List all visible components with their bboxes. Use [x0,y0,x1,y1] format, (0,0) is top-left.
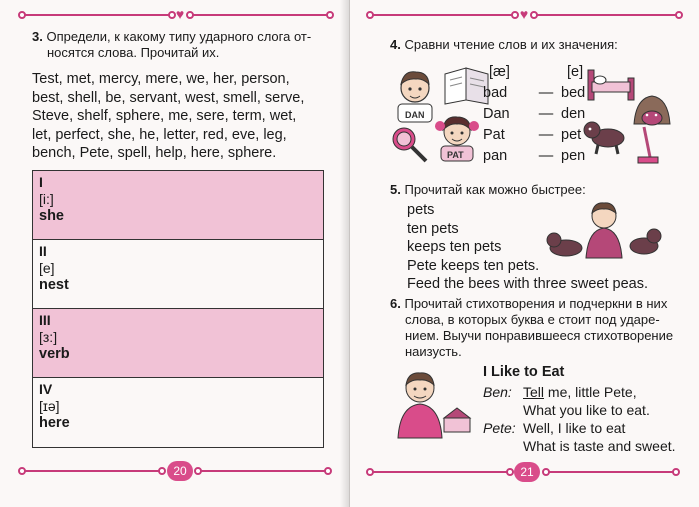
type-sound: [ɪə] [39,398,60,414]
pan-illustration [390,125,430,165]
page-number: 20 [167,461,193,481]
instruction-line: Прочитай как можно быстрее: [404,182,586,197]
word-line: Steve, shelf, sphere, me, sere, term, wet, [32,108,297,124]
heart-icon: ♥ [175,6,185,22]
top-ornament [534,14,679,16]
type-sound: [e] [39,260,55,276]
pair-word-a: pan [483,148,508,164]
table-row [33,309,323,378]
dan-label: DAN [405,110,425,120]
exercise-4-instruction [390,37,618,53]
word-pairs [483,62,585,167]
instruction-line: наизусть. [405,344,462,359]
word-pair [483,125,585,146]
pair-word-e: pen [561,148,586,164]
exercise-5-instruction [390,182,586,198]
instruction-line: Прочитай стихотворения и подчеркни в них [404,296,668,311]
exercise-3-instruction [32,29,332,61]
poem-text: What is taste and sweet. [523,438,676,454]
top-ornament [370,14,515,16]
word-list [32,70,337,163]
exercise-number: 6. [390,296,401,311]
pat-label: PAT [447,150,464,160]
boy-eating-illustration [390,368,476,442]
instruction-line: нием. Выучи понравившееся стихотворение [405,328,674,343]
bottom-ornament [370,471,510,473]
type-sound: [i:] [39,191,54,207]
pair-dash: — [538,127,554,143]
syllable-type-table [32,170,324,448]
bed-illustration [586,64,636,104]
pair-word-e: pet [561,127,582,143]
bottom-ornament [546,471,676,473]
pair-word-a: Dan [483,106,510,122]
exercise-number: 4. [390,37,401,52]
pair-word-a: bad [483,85,508,101]
type-number: IV [39,381,53,397]
poem-speaker: Ben: [483,384,512,400]
fast-line: Feed the bees with three sweet peas. [407,276,649,292]
poem-line [483,384,637,401]
word-line: bench, Pete, spell, help, here, sphere. [32,145,277,161]
poem-line [523,402,650,419]
page-number: 21 [514,462,540,482]
pen-illustration [636,125,660,167]
word-pair [483,104,585,125]
den-animal-illustration [632,88,672,128]
top-ornament [22,14,172,16]
type-number: I [39,174,43,190]
table-row [33,240,323,309]
fast-line: keeps ten pets [407,239,502,255]
heart-icon: ♥ [519,6,529,22]
pairs-header [483,62,585,83]
word-pair [483,146,585,167]
type-number: III [39,312,51,328]
poem-underlined-word: Tell [523,384,545,400]
pair-word-e: bed [561,85,586,101]
instruction-line: носятся слова. Прочитай их. [47,45,220,60]
word-line: best, shell, be, servant, west, smell, serve, [32,89,305,106]
instruction-line: Определи, к какому типу ударного слога от- [46,29,312,44]
table-row [33,171,323,240]
type-example: verb [39,346,70,362]
fast-line: ten pets [407,220,459,237]
poem-speaker: Pete: [483,420,516,436]
word-line: Test, met, mercy, mere, we, her, person, [32,71,290,87]
bottom-ornament [22,470,162,472]
word-pair [483,83,585,104]
sound-a: [æ] [489,64,510,80]
girl-pat-illustration [432,112,482,164]
sound-e: [e] [567,64,584,80]
instruction-line: Сравни чтение слов и их значения: [404,37,618,52]
poem-line [483,420,625,437]
instruction-line: слова, в которых буква е стоит под ударе- [405,312,660,327]
type-example: she [39,208,64,224]
poem-title: I Like to Eat [483,364,565,380]
poem-line [523,438,676,455]
spacer [537,62,567,83]
right-page [350,0,699,507]
fast-line: pets [407,202,435,218]
boy-with-dogs-illustration [546,198,664,262]
exercise-number: 5. [390,182,401,197]
bottom-ornament [198,470,328,472]
table-row [33,378,323,447]
word-line: let, perfect, she, he, letter, red, eve, leg, [32,126,287,143]
poem-text: me, little Pete, [544,384,637,400]
pair-dash: — [538,85,554,101]
pair-word-e: den [561,106,586,122]
type-example: nest [39,277,69,293]
pair-word-a: Pat [483,127,505,143]
pair-dash: — [538,106,554,122]
poem-text: What you like to eat. [523,402,650,418]
poem-text: Well, I like to eat [523,420,626,436]
pair-dash: — [538,148,554,164]
type-sound: [з:] [39,329,58,345]
top-ornament [190,14,330,16]
exercise-6-instruction [390,296,690,360]
exercise-number: 3. [32,29,43,44]
type-number: II [39,243,47,259]
type-example: here [39,415,70,431]
left-page [0,0,349,507]
fast-line: Pete keeps ten pets. [407,257,540,274]
pet-dog-illustration [582,112,630,156]
